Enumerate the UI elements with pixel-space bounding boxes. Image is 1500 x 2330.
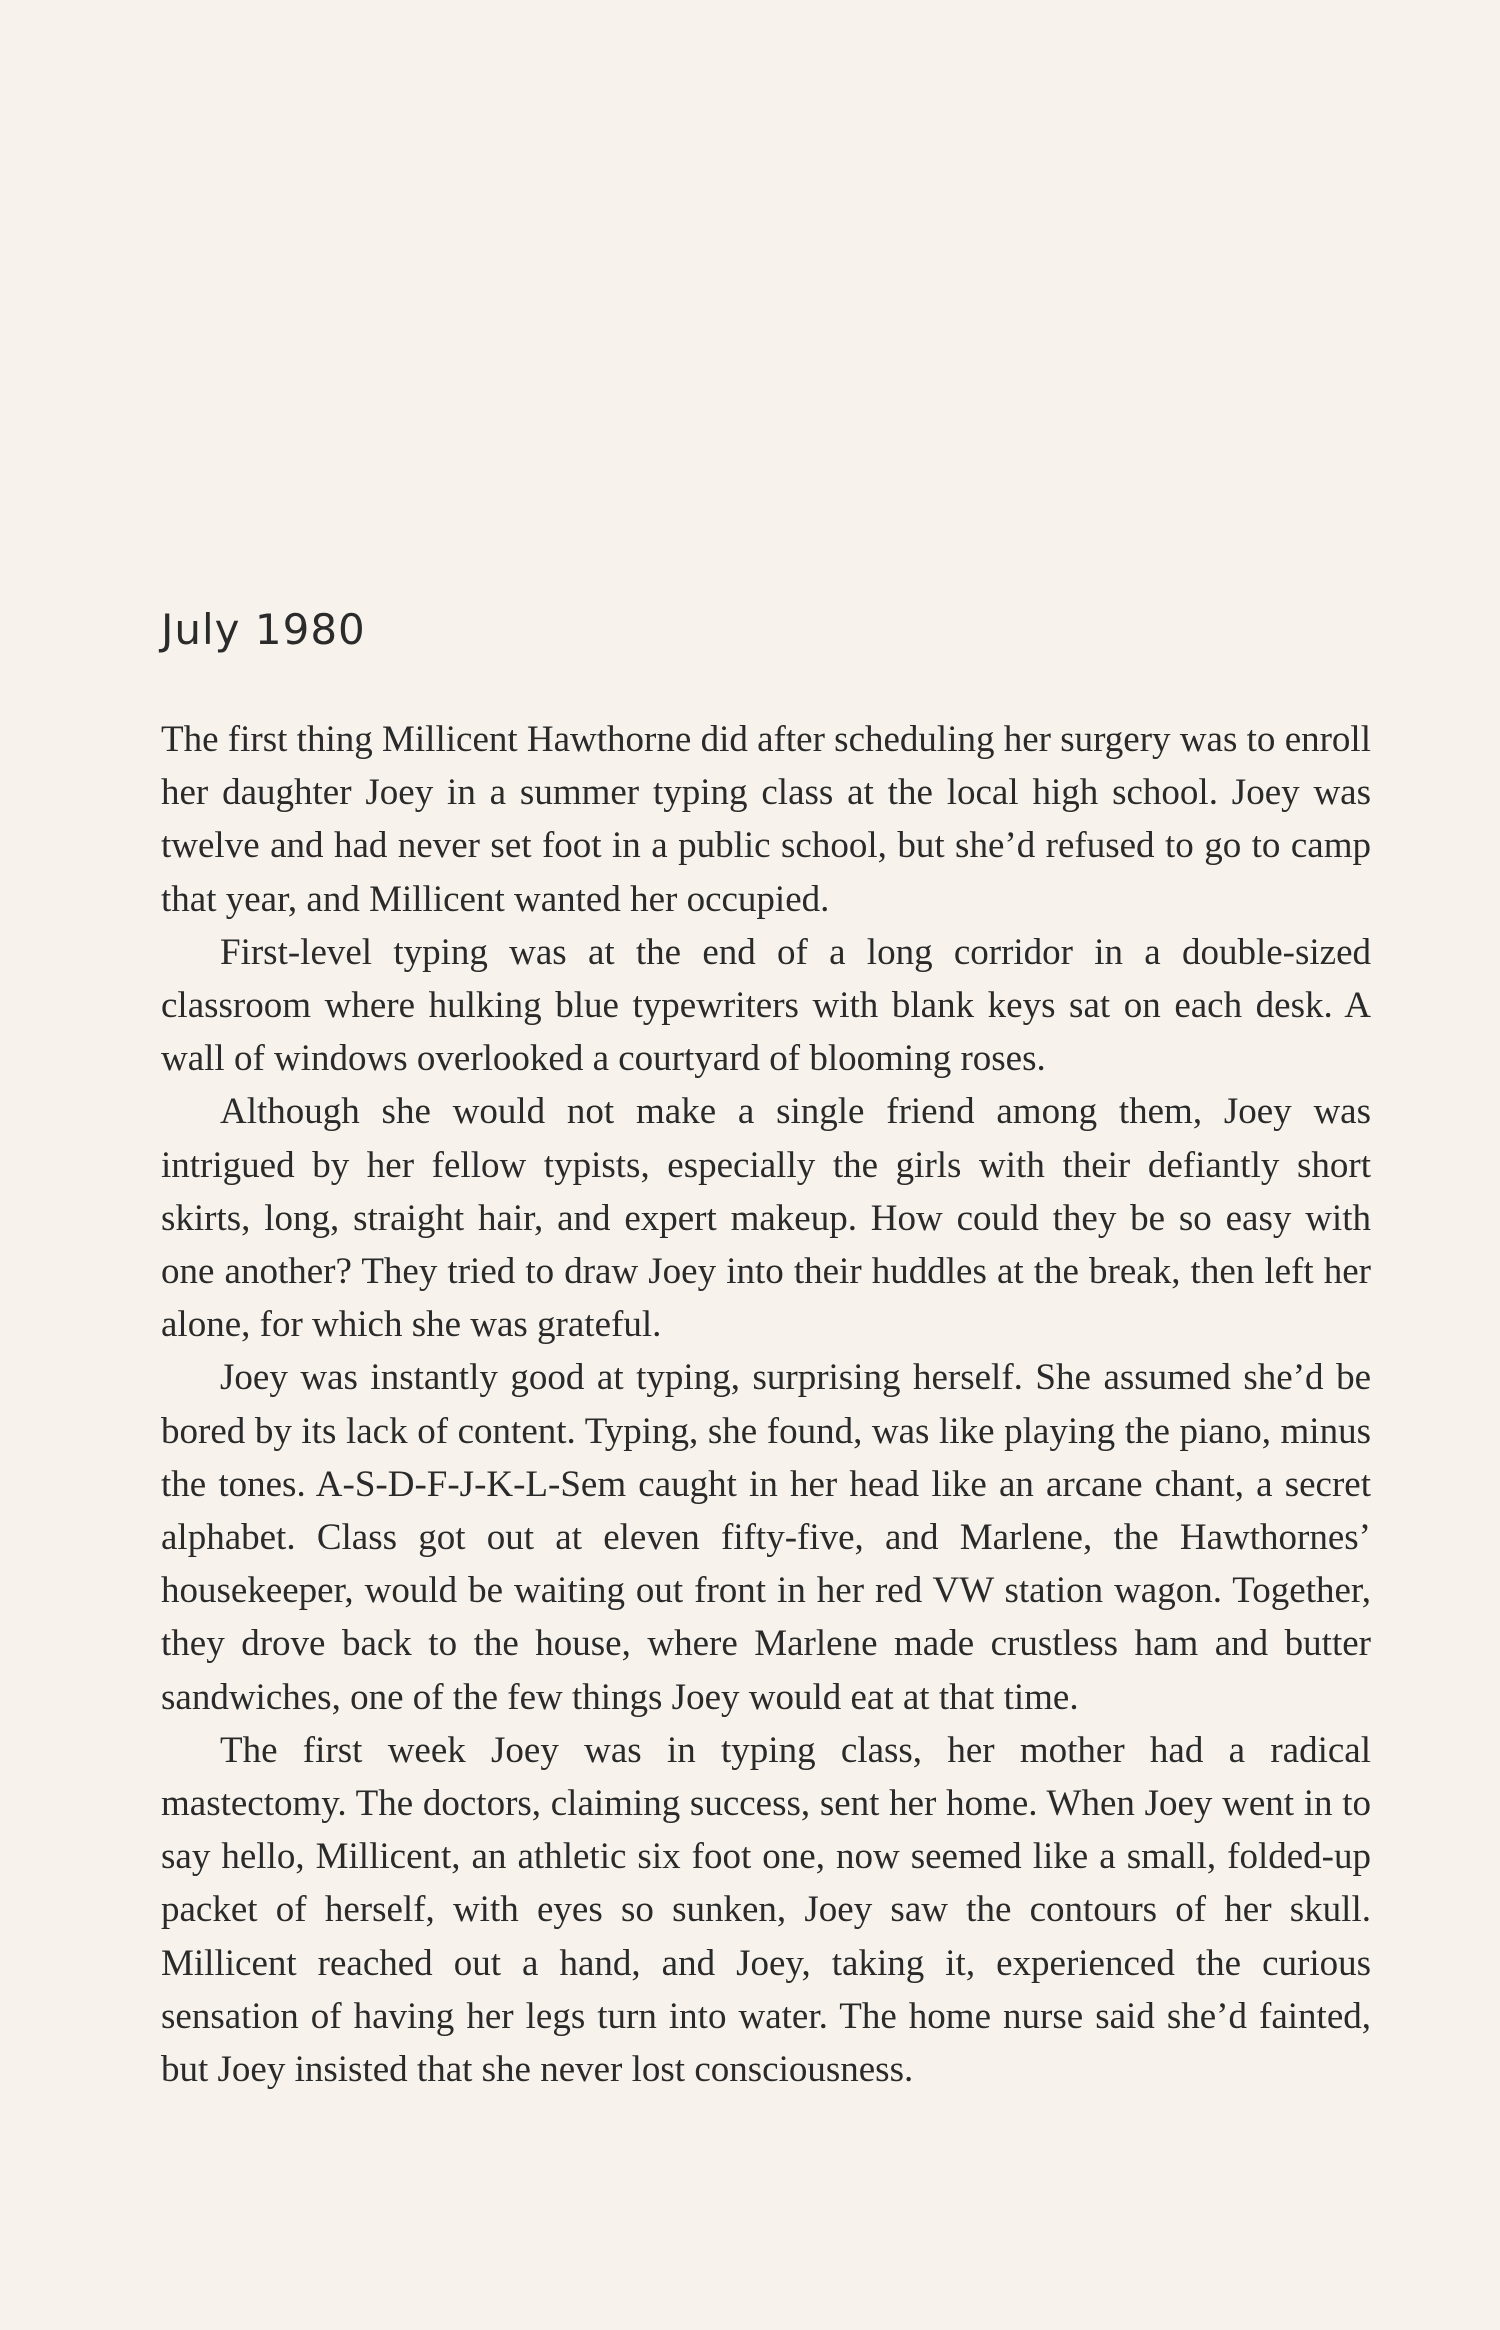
paragraph: Although she would not make a single friend among them, Joey was intrigued by her fellow typists, especially the girls with their defiantly short skirts, long, straight hair, and expert makeup. How could they be so easy with one another? They tried to draw Joey into their huddles at the break, then left her alone, for which she was grateful. — [161, 1091, 1371, 1346]
paragraph: Joey was instantly good at typing, surprising herself. She assumed she’d be bored by its lack of content. Typing, she found, was like playing the piano, minus the tones. A-S-D-F-J-K-L-Sem caught in her head like an arcane chant, a secret alphabet. Class got out at eleven fifty-five, and Marlene, the Hawthornes’ housekeeper, would be waiting out front in her red VW station wagon. Together, they drove back to the house, where Marlene made crustless ham and butter sandwiches, one of the few things Joey would eat at that time. — [161, 1357, 1371, 1718]
chapter-heading: July 1980 — [161, 605, 366, 654]
paragraph: The first thing Millicent Hawthorne did after scheduling her surgery was to enroll her daughter Joey in a summer typing class at the local high school. Joey was twelve and had never set foot in a public school, but she’d refused to go to camp that year, and Millicent wanted her occupied. — [161, 719, 1371, 920]
paragraph: First-level typing was at the end of a long corridor in a double-sized classroom where hulking blue typewriters with blank keys sat on each desk. A wall of windows overlooked a courtyard of blooming roses. — [161, 931, 1371, 1080]
paragraph: The first week Joey was in typing class, her mother had a radical mastectomy. The doctors, claiming success, sent her home. When Joey went in to say hello, Millicent, an athletic six foot one, now seemed like a small, folded-up packet of herself, with eyes so sunken, Joey saw the contours of her skull. Millicent reached out a hand, and Joey, taking it, experienced the curious sensation of having her legs turn into water. The home nurse said she’d fainted, but Joey insisted that she never lost consciousness. — [161, 1729, 1371, 2091]
body-text — [161, 713, 1371, 2096]
